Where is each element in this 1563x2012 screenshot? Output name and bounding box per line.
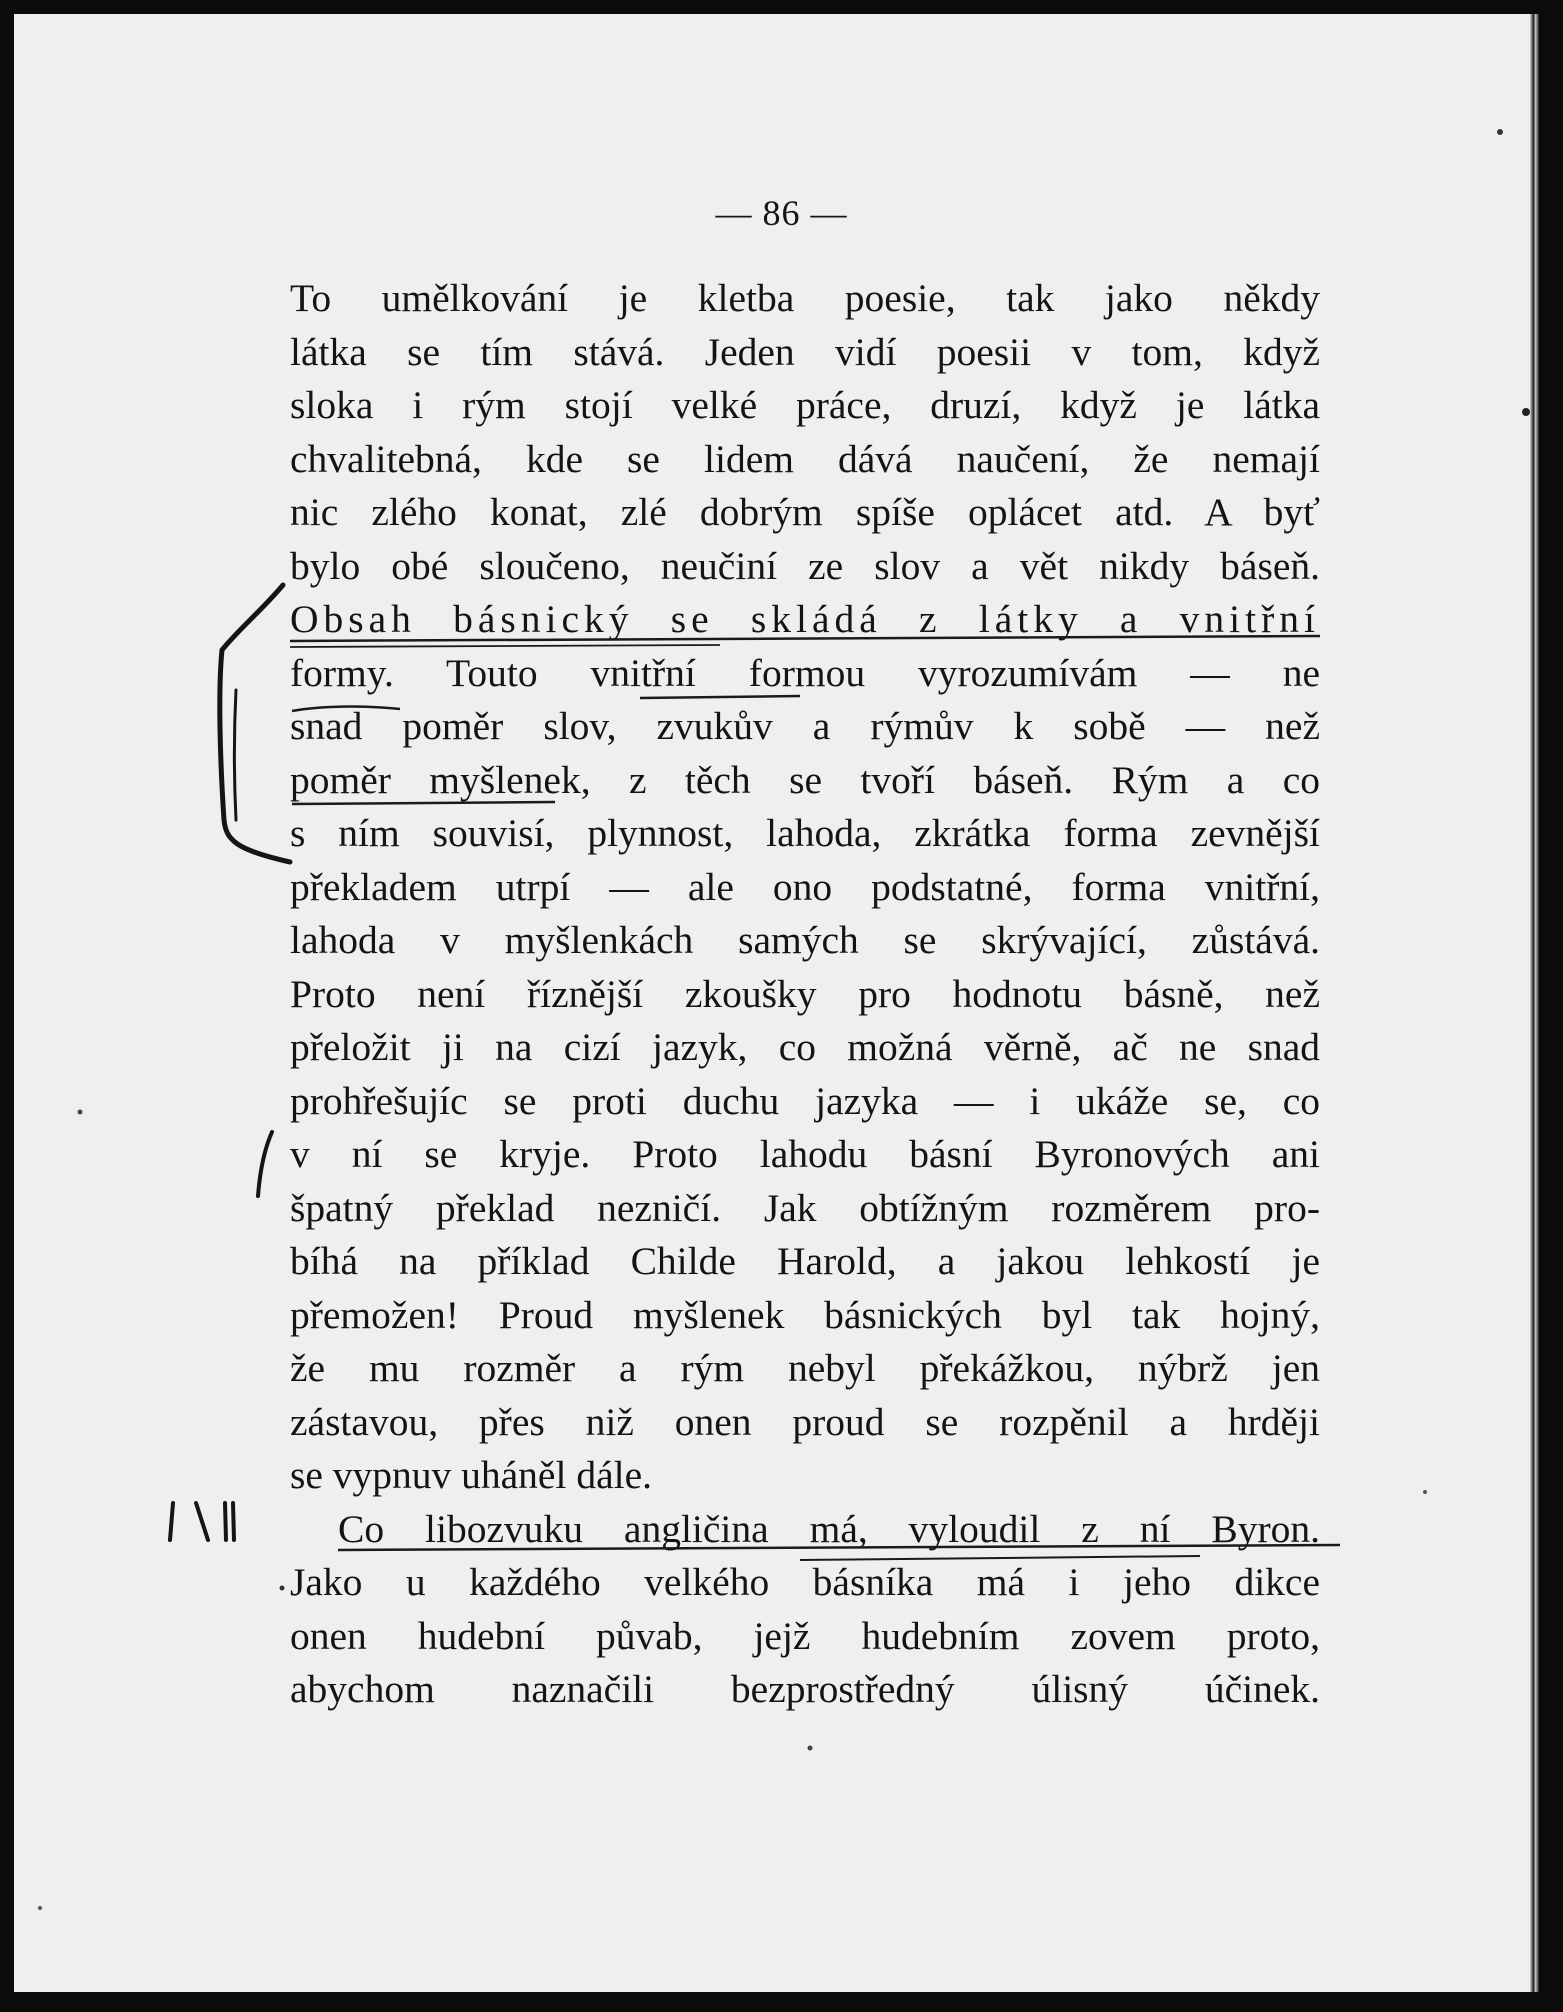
text-line: s ním souvisí, plynnost, lahoda, zkrátka forma zevnější: [290, 811, 1320, 855]
text-line: To umělkování je kletba poesie, tak jako někdy: [290, 276, 1320, 320]
text-line: poměr myšlenek, z těch se tvoří báseň. Rým a co: [290, 757, 1320, 802]
text-line: prohřešujíc se proti duchu jazyka — i ukáže se, co: [290, 1078, 1320, 1123]
text-line: Proto není říznější zkoušky pro hodnotu básně, než: [290, 971, 1320, 1016]
body-text: [290, 272, 1320, 1717]
text-line: sloka i rým stojí velké práce, druzí, když je látka: [290, 383, 1320, 427]
text-line: bylo obé sloučeno, neučiní ze slov a vět nikdy báseň.: [290, 543, 1320, 588]
text-line: zástavou, přes niž onen proud se rozpěnil a hrději: [290, 1399, 1320, 1444]
text-line: lahoda v myšlenkách samých se skrývající, zůstává.: [290, 918, 1320, 962]
text-line-paragraph-start: Co libozvuku angličina má, vyloudil z ní Byron.: [338, 1506, 1320, 1551]
page-edge-shadow: [1530, 14, 1539, 1992]
text-line: Jako u každého velkého básníka má i jeho dikce: [290, 1560, 1320, 1604]
text-line: abychom naznačili bezprostředný úlisný účinek.: [290, 1667, 1320, 1711]
text-line: snad poměr slov, zvukův a rýmův k sobě — než: [290, 704, 1320, 748]
text-line: formy. Touto vnitřní formou vyrozumívám — ne: [290, 650, 1320, 695]
page-number: — 86 —: [715, 193, 848, 233]
text-line: bíhá na příklad Childe Harold, a jakou lehkostí je: [290, 1239, 1320, 1283]
text-line: onen hudební půvab, jejž hudebním zovem proto,: [290, 1613, 1320, 1658]
text-line: že mu rozměr a rým nebyl překážkou, nýbrž jen: [290, 1346, 1320, 1390]
text-line: nic zlého konat, zlé dobrým spíše oplácet atd. A byť: [290, 490, 1320, 534]
text-line: látka se tím stává. Jeden vidí poesii v tom, když: [290, 329, 1320, 374]
text-line: přemožen! Proud myšlenek básnických byl tak hojný,: [290, 1292, 1320, 1337]
text-line-emphasized: Obsah básnický se skládá z látky a vnitřní: [290, 597, 1320, 641]
text-line: v ní se kryje. Proto lahodu básní Byronových ani: [290, 1132, 1320, 1176]
text-line: chvalitebná, kde se lidem dává naučení, že nemají: [290, 436, 1320, 481]
text-line-paragraph-end: se vypnuv uháněl dále.: [290, 1453, 652, 1497]
text-line: přeložit ji na cizí jazyk, co možná věrně, ač ne snad: [290, 1025, 1320, 1069]
text-line: špatný překlad nezničí. Jak obtížným rozměrem pro-: [290, 1185, 1320, 1230]
text-line: překladem utrpí — ale ono podstatné, forma vnitřní,: [290, 864, 1320, 909]
